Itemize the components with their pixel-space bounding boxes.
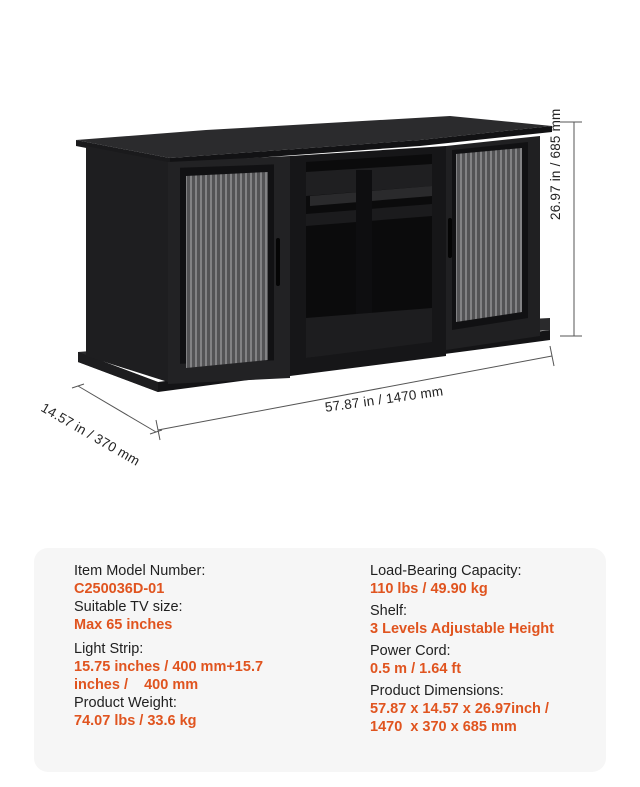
left-cabinet (86, 146, 290, 384)
spec-value: 110 lbs / 49.90 kg (370, 581, 488, 597)
height-dimension-line (560, 122, 582, 336)
center-open-section (290, 146, 446, 376)
spec-label: Item Model Number: (74, 563, 206, 579)
spec-label: Suitable TV size: (74, 599, 183, 615)
spec-value: 57.87 x 14.57 x 26.97inch / 1470 x 370 x 685 mm (370, 701, 553, 735)
spec-value: 3 Levels Adjustable Height (370, 621, 554, 637)
spec-column-left (74, 562, 334, 730)
spec-label: Product Dimensions: (370, 683, 504, 699)
spec-value: 0.5 m / 1.64 ft (370, 661, 462, 677)
spec-label: Load-Bearing Capacity: (370, 563, 522, 579)
spec-shelf (370, 602, 600, 638)
depth-dimension-label: 14.57 in / 370 mm (38, 400, 143, 469)
width-dimension-label: 57.87 in / 1470 mm (324, 383, 445, 415)
spec-label: Product Weight: (74, 695, 177, 711)
height-dimension-label: 26.97 in / 685 mm (548, 108, 563, 220)
spec-suitable-tv-size (74, 598, 334, 634)
spec-value: Max 65 inches (74, 617, 173, 633)
spec-power-cord (370, 642, 600, 678)
spec-column-right (370, 562, 600, 736)
spec-card (34, 548, 606, 772)
spec-product-weight (74, 694, 334, 730)
right-cabinet (446, 136, 540, 350)
spec-label: Power Cord: (370, 643, 451, 659)
spec-load-bearing-capacity (370, 562, 600, 598)
spec-label: Shelf: (370, 603, 408, 619)
spec-item-model-number (74, 562, 334, 598)
spec-value: C250036D-01 (74, 581, 165, 597)
spec-product-dimensions (370, 682, 600, 736)
spec-value: 15.75 inches / 400 mm+15.7 inches / 400 mm (74, 659, 268, 693)
spec-label: Light Strip: (74, 641, 144, 657)
spec-light-strip (74, 640, 334, 694)
spec-value: 74.07 lbs / 33.6 kg (74, 713, 197, 729)
